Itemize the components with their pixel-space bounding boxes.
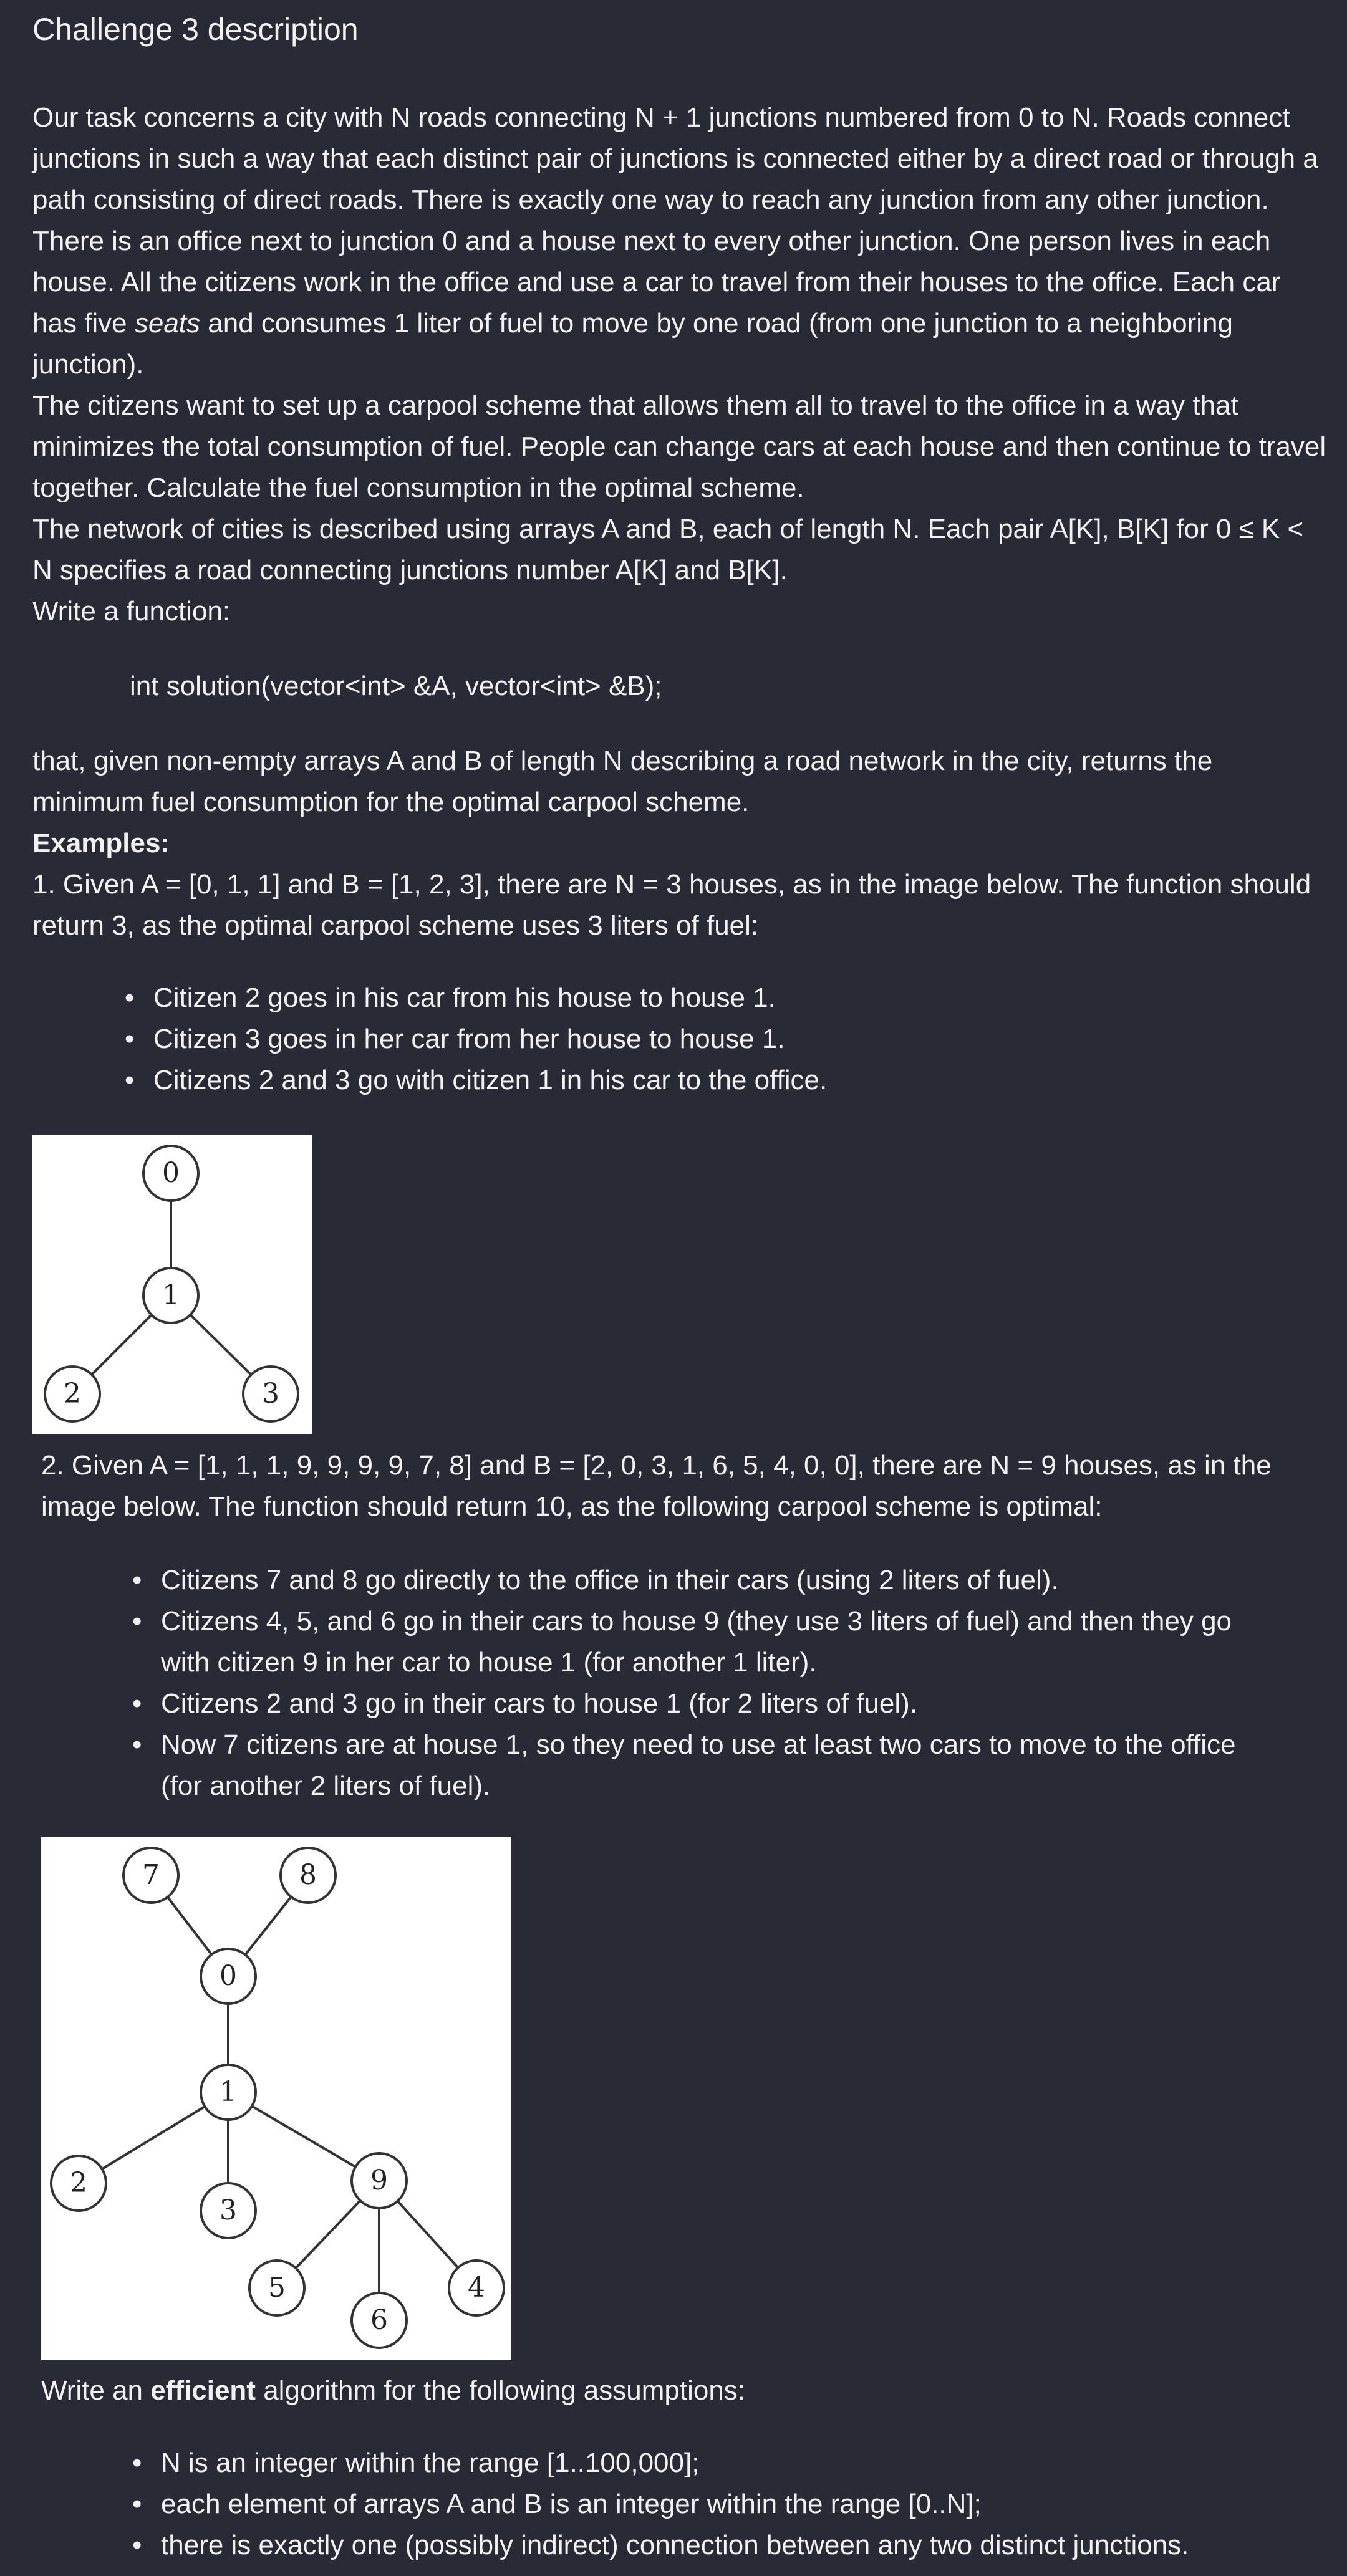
intro-paragraph	[32, 97, 1330, 632]
svg-text:0: 0	[220, 1960, 237, 1992]
example1-text: 1. Given A = [0, 1, 1] and B = [1, 2, 3], there are N = 3 houses, as in the image below. The function should return 3, as the optimal carpool scheme uses 3 liters of fuel:	[32, 869, 1311, 941]
svg-text:3: 3	[262, 1378, 279, 1410]
write-function-label: Write a function:	[32, 596, 231, 627]
example2-bullets	[161, 1560, 1246, 1807]
intro-text-end: and consumes 1 liter of fuel to move by one road (from one junction to a neighboring junction).	[32, 308, 1233, 380]
svg-text:6: 6	[370, 2304, 388, 2336]
network-paragraph: The network of cities is described using arrays A and B, each of length N. Each pair A[K], B[K] for 0 ≤ K < N specifies a road connecting junctions number A[K] and B[K].	[32, 514, 1304, 585]
example1-bullets	[153, 978, 1326, 1101]
svg-text:9: 9	[370, 2165, 388, 2196]
return-paragraph	[32, 741, 1330, 946]
example1-tree-figure	[32, 1135, 312, 1434]
examples-heading: Examples:	[32, 828, 170, 858]
tree-node-0	[201, 1949, 256, 2004]
list-item: • there is exactly one (possibly indirect) connection between any two distinct junctions.	[161, 2525, 1333, 2566]
efficient-text-end: algorithm for the following assumptions:	[263, 2375, 746, 2406]
svg-text:0: 0	[162, 1157, 180, 1189]
tree-node-3	[201, 2183, 256, 2238]
svg-text:5: 5	[268, 2272, 286, 2304]
list-item: • Now 7 citizens are at house 1, so they need to use at least two cars to move to the office (for another 2 liters of fuel).	[161, 1724, 1246, 1807]
tree-node-2	[51, 2156, 106, 2211]
assumptions-list	[161, 2443, 1333, 2566]
example2-tree-svg	[41, 1837, 511, 2360]
tree-node-1	[143, 1268, 198, 1323]
example2-tree-figure	[41, 1837, 511, 2360]
tree-node-3	[243, 1367, 298, 1421]
svg-text:3: 3	[220, 2194, 237, 2226]
tree-node-2	[45, 1367, 100, 1421]
list-item: • N is an integer within the range [1..100,000];	[161, 2443, 1333, 2484]
svg-text:1: 1	[162, 1279, 180, 1311]
page-title: Challenge 3 description	[32, 12, 359, 47]
efficient-term: efficient	[150, 2375, 256, 2406]
list-item: • Citizens 2 and 3 go with citizen 1 in his car to the office.	[153, 1060, 1326, 1101]
list-item: • Citizens 2 and 3 go in their cars to house 1 (for 2 liters of fuel).	[161, 1683, 1246, 1724]
example2-text: 2. Given A = [1, 1, 1, 9, 9, 9, 9, 7, 8] and B = [2, 0, 3, 1, 6, 5, 4, 0, 0], there are N = 9 houses, as in the image below. The function should return 10, as the following carpool scheme is optimal:	[41, 1450, 1272, 1522]
list-item: • Citizens 7 and 8 go directly to the office in their cars (using 2 liters of fuel).	[161, 1560, 1246, 1601]
tree-node-0	[143, 1146, 198, 1201]
list-item: • Citizen 3 goes in her car from her house to house 1.	[153, 1019, 1326, 1060]
svg-text:2: 2	[64, 1378, 81, 1410]
example2-paragraph	[41, 1445, 1326, 1527]
seats-term: seats	[134, 308, 201, 339]
tree-node-8	[281, 1848, 336, 1903]
tree-node-7	[123, 1848, 178, 1903]
tree-node-5	[249, 2261, 304, 2315]
efficient-paragraph	[41, 2370, 1326, 2411]
carpool-paragraph: The citizens want to set up a carpool scheme that allows them all to travel to the office in a way that minimizes the total consumption of fuel. People can change cars at each house and then continue to travel together. Calculate the fuel consumption in the optimal scheme.	[32, 390, 1326, 503]
svg-text:7: 7	[142, 1859, 160, 1891]
svg-text:2: 2	[70, 2167, 87, 2199]
list-item: • each element of arrays A and B is an integer within the range [0..N];	[161, 2484, 1333, 2525]
svg-text:1: 1	[220, 2076, 237, 2108]
svg-text:8: 8	[299, 1859, 317, 1891]
list-item: • Citizens 4, 5, and 6 go in their cars to house 9 (they use 3 liters of fuel) and then they go with citizen 9 in her car to house 1 (for another 1 liter).	[161, 1601, 1246, 1683]
tree-node-1	[201, 2065, 256, 2120]
efficient-text: Write an	[41, 2375, 143, 2406]
svg-text:4: 4	[468, 2272, 485, 2304]
function-signature: int solution(vector<int> &A, vector<int> &B);	[130, 671, 662, 701]
tree-node-9	[352, 2153, 407, 2208]
tree-edges	[79, 1875, 476, 2320]
example1-tree-svg	[32, 1135, 312, 1434]
intro-text: Our task concerns a city with N roads connecting N + 1 junctions numbered from 0 to N. Roads connect junctions in such a way that each distinct pair of junctions is connected either by a direct road or through a path consisting of direct roads. There is exactly one way to reach any junction from any other junction. There is an office next to junction 0 and a house next to every other junction. One person lives in each house. All the citizens work in the office and use a car to travel from their houses to the office. Each car has five	[32, 102, 1318, 339]
tree-node-4	[449, 2261, 504, 2315]
tree-node-6	[352, 2293, 407, 2348]
list-item: • Citizen 2 goes in his car from his house to house 1.	[153, 978, 1326, 1019]
return-description: that, given non-empty arrays A and B of length N describing a road network in the city, returns the minimum fuel consumption for the optimal carpool scheme.	[32, 746, 1213, 817]
